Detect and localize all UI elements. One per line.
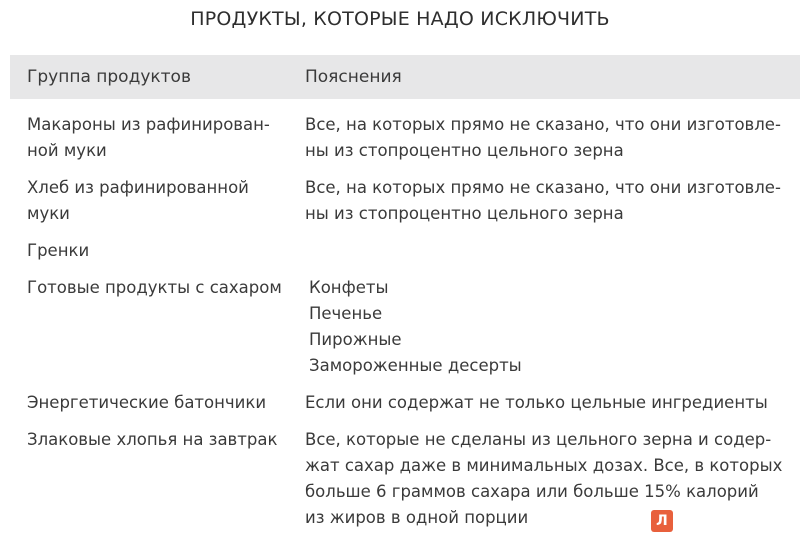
explanation-line: Замороженные десерты: [309, 356, 522, 375]
group-line: Готовые продукты с сахаром: [27, 278, 282, 297]
products-table: [10, 55, 800, 527]
page-title: ПРОДУКТЫ, КОТОРЫЕ НАДО ИСКЛЮЧИТЬ: [190, 8, 610, 30]
group-cell: [10, 238, 305, 264]
explanation-cell: [305, 390, 785, 416]
group-line: Злаковые хлопья на завтрак: [27, 430, 278, 449]
explanation-line: Печенье: [309, 304, 383, 323]
group-cell: [10, 390, 305, 416]
table-row: [10, 427, 800, 531]
group-line: ной муки: [27, 141, 107, 160]
group-line: муки: [27, 204, 70, 223]
header-group: Группа продуктов: [27, 67, 191, 87]
publisher-logo-icon: Л: [651, 510, 673, 532]
explanation-line: Пирожные: [309, 330, 402, 349]
group-line: Хлеб из рафинированной: [27, 178, 249, 197]
table-row: [10, 390, 800, 416]
group-cell: [10, 112, 305, 164]
table-row: [10, 112, 800, 164]
explanation-cell: [305, 112, 785, 164]
explanation-line: Все, которые не сделаны из цельного зерна и содер-: [305, 430, 772, 449]
table-body: [10, 112, 800, 542]
explanation-line: Если они содержат не только цельные ингредиенты: [305, 393, 768, 412]
explanation-line: жат сахар даже в минимальных дозах. Все, в которых: [305, 456, 783, 475]
table-row: [10, 275, 800, 379]
explanation-line: Конфеты: [309, 278, 389, 297]
explanation-line: из жиров в одной порции: [305, 508, 529, 527]
explanation-line: ны из стопроцентно цельного зерна: [305, 204, 624, 223]
header-explanation: Пояснения: [305, 67, 402, 87]
group-cell: [10, 427, 305, 531]
explanation-cell: [305, 427, 785, 531]
group-line: Гренки: [27, 241, 90, 260]
explanation-cell: [305, 238, 785, 264]
group-line: Макароны из рафинирован-: [27, 115, 270, 134]
explanation-cell: [305, 175, 785, 227]
explanation-cell: [305, 275, 785, 379]
explanation-line: больше 6 граммов сахара или больше 15% калорий: [305, 482, 759, 501]
group-line: Энергетические батончики: [27, 393, 267, 412]
explanation-line: ны из стопроцентно цельного зерна: [305, 141, 624, 160]
group-cell: [10, 175, 305, 227]
table-header: [10, 55, 800, 99]
table-row: [10, 238, 800, 264]
explanation-line: Все, на которых прямо не сказано, что они изготовле-: [305, 115, 781, 134]
table-row: [10, 175, 800, 227]
group-cell: [10, 275, 305, 379]
explanation-line: Все, на которых прямо не сказано, что они изготовле-: [305, 178, 781, 197]
